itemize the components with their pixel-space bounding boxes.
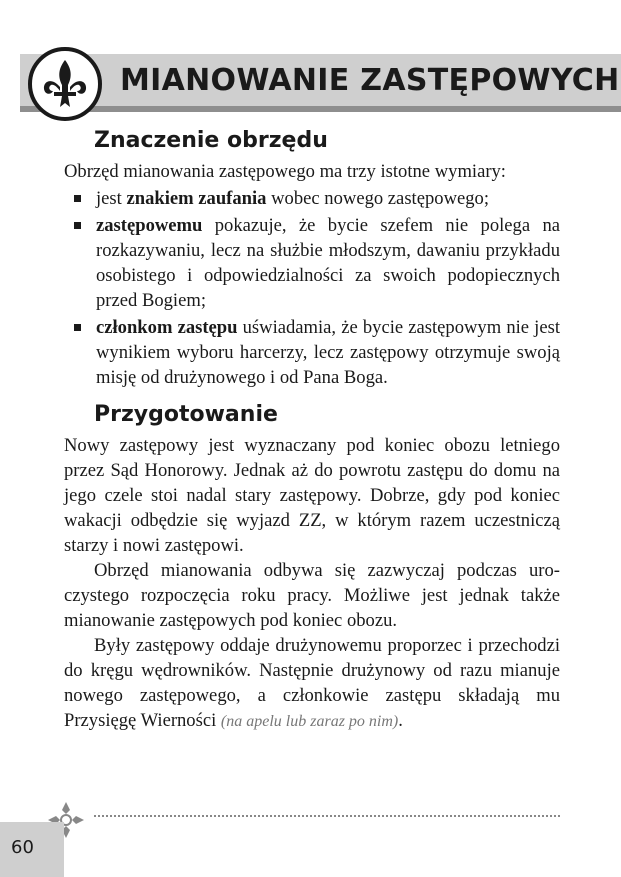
bullet-square-icon (74, 324, 81, 331)
dotted-divider (94, 815, 560, 817)
bullet-list (64, 186, 560, 390)
page-number: 60 (11, 837, 34, 858)
fleur-de-lis-icon (38, 57, 92, 111)
paragraph: Obrzęd mianowania odbywa się zazwyczaj podczas uroczystego rozpoczęcia roku pracy. Możliwe jest jednak także mianowanie zastępowych pod koniec obozu. (64, 560, 560, 631)
page-title: MIANOWANIE ZASTĘPOWYCH (120, 63, 620, 98)
italic-note: (na apelu lub zaraz po nim) (220, 713, 399, 730)
paragraph: Były zastępowy oddaje drużynowemu proporzec i przechodzi do kręgu wędrowników. Następnie drużynowy od razu mianuje nowego zastępowego, a członkowie zastępu składają mu Przysięgę Wierności (na apelu lub zaraz po nim). (64, 635, 560, 731)
section-heading: Znaczenie obrzędu (94, 128, 328, 153)
section-heading: Przygotowanie (94, 402, 278, 427)
paragraph: Obrzęd mianowania zastępowego ma trzy istotne wymiary: (64, 161, 506, 182)
emblem-badge (28, 47, 102, 121)
list-item: jest znakiem zaufania wobec nowego zastępowego; (64, 186, 560, 211)
bullet-square-icon (74, 195, 81, 202)
paragraph: Nowy zastępowy jest wyznaczany pod koniec obozu letniego przez Sąd Honorowy. Jednak aż do powrotu zastępu do domu na jego czele stoi nadal stary zastępowy. Dobrze, gdy pod koniec wakacji odbędzie się wyjazd ZZ, w którym razem uczestniczą starzy i nowi zastępowi. (64, 435, 560, 556)
list-item: członkom zastępu uświadamia, że bycie zastępowym nie jest wynikiem wyboru harcerzy, lecz zastępowy otrzymuje swoją misję od drużynowego i od Pana Boga. (64, 315, 560, 390)
bullet-square-icon (74, 222, 81, 229)
main-content (64, 128, 560, 734)
list-item: zastępowemu pokazuje, że bycie szefem nie polega na rozkazywaniu, lecz na służbie młodszym, dawaniu przykładu osobistego i odpowiedzialności za swoich podopiecznych przed Bogiem; (64, 213, 560, 313)
